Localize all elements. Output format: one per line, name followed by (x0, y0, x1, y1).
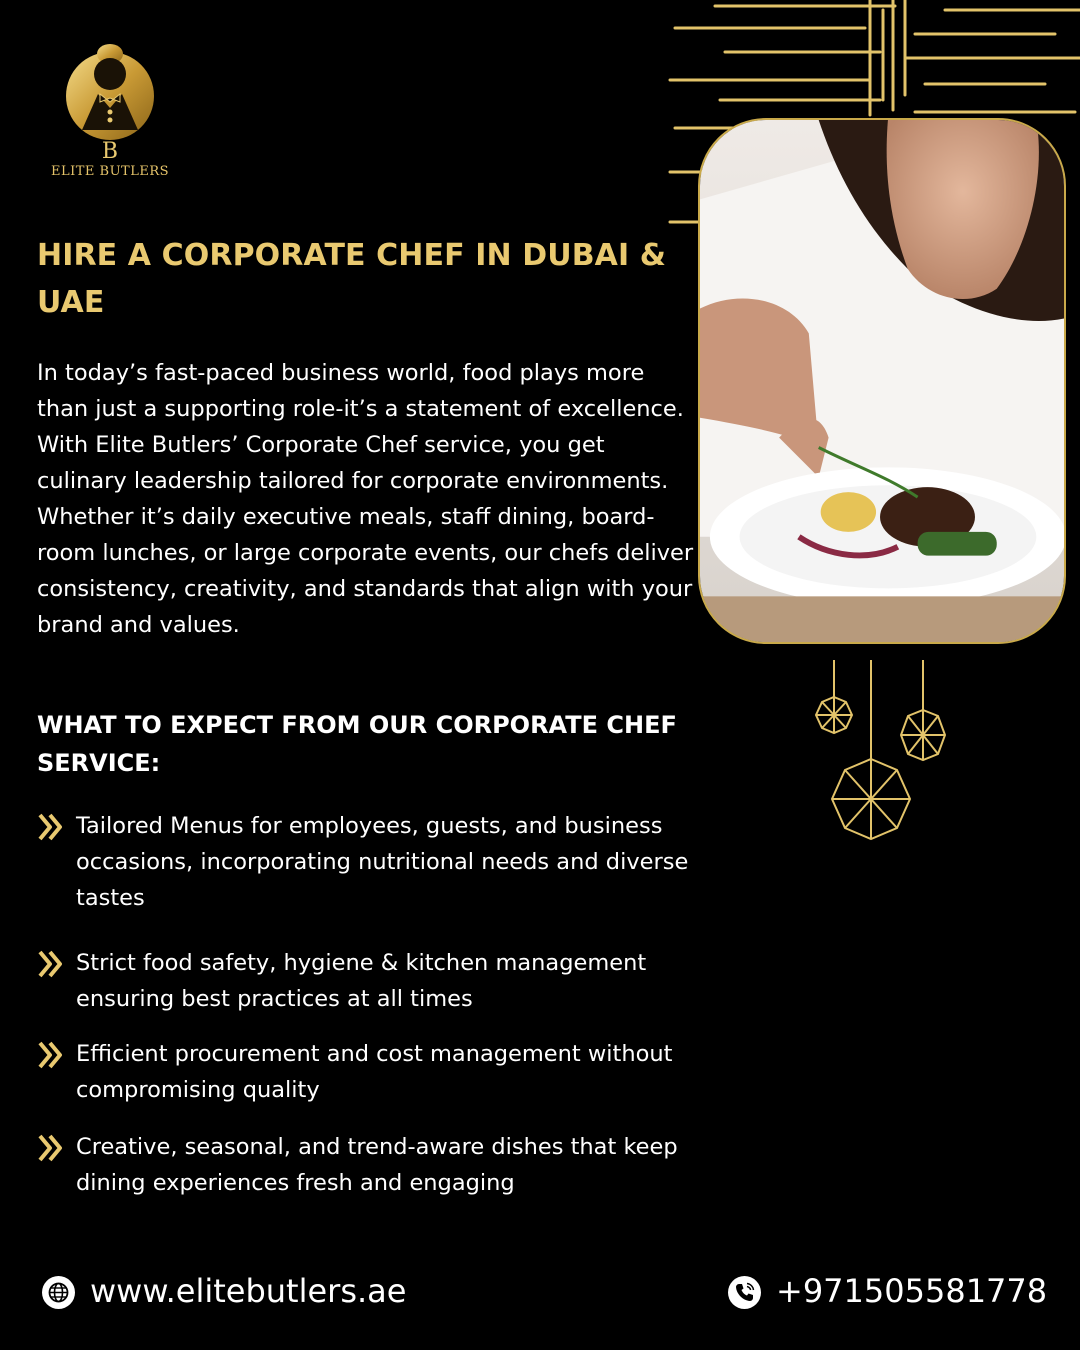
double-chevron-icon (36, 1040, 66, 1070)
double-chevron-icon (36, 1133, 66, 1163)
chef-photo (698, 118, 1066, 644)
chef-plating-image (700, 120, 1064, 642)
double-chevron-icon (36, 812, 66, 842)
website-link[interactable]: www.elitebutlers.ae (90, 1272, 407, 1310)
svg-text:B: B (101, 139, 119, 164)
list-item-text: Tailored Menus for employees, guests, and business occasions, incorporating nutritional needs and diverse tastes (76, 813, 689, 911)
brand-logo (48, 38, 172, 188)
phone-icon (728, 1276, 761, 1309)
butler-logo-icon (62, 38, 158, 164)
list-item-text: Creative, seasonal, and trend-aware dishes that keep dining experiences fresh and engaging (76, 1134, 678, 1196)
list-item-text: Strict food safety, hygiene & kitchen management ensuring best practices at all times (76, 950, 647, 1012)
page-title: HIRE A CORPORATE CHEF IN DUBAI & UAE (37, 238, 667, 320)
phone-number[interactable]: +971505581778 (776, 1272, 1048, 1310)
logo-text: ELITE BUTLERS (50, 164, 170, 179)
double-chevron-icon (36, 949, 66, 979)
list-item-text: Efficient procurement and cost management without compromising quality (76, 1041, 673, 1103)
globe-icon (42, 1276, 75, 1309)
section-heading: WHAT TO EXPECT FROM OUR CORPORATE CHEF SERVICE: (37, 711, 677, 777)
intro-paragraph: In today’s fast-paced business world, food plays more than just a supporting role-it’s a statement of excellence. With Elite Butlers’ Corporate Chef service, you get culinary leadership tailored for corporate environments. Whether it’s daily executive meals, staff dining, board-room lunches, or large corporate events, our chefs deliver consistency, creativity, and standards that align with your brand and values. (37, 360, 694, 638)
hanging-ornaments-decoration (805, 655, 965, 850)
